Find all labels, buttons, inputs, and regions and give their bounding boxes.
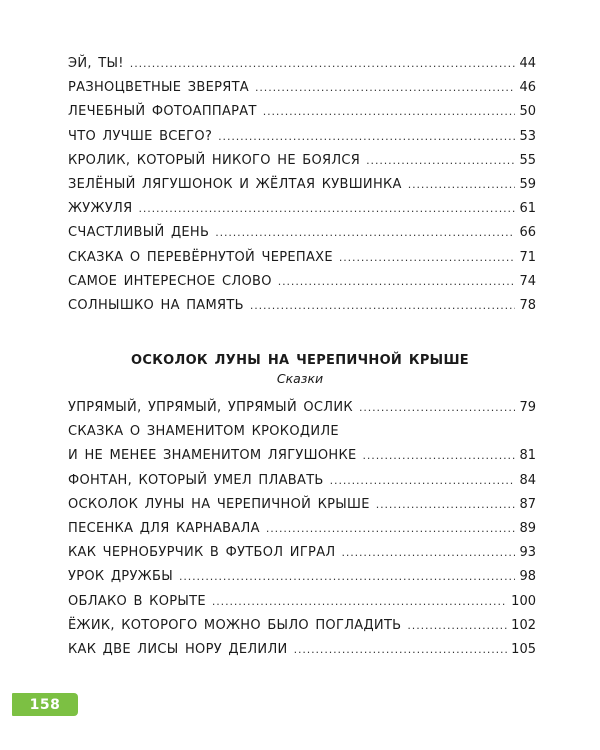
page-number-tab xyxy=(12,693,78,716)
toc-entry-page: 74 xyxy=(519,273,536,289)
toc-entry xyxy=(68,104,536,128)
toc-entry xyxy=(68,274,536,298)
section-subtitle: Сказки xyxy=(276,371,324,386)
toc-entry-page: 84 xyxy=(519,472,536,488)
toc-entry-page: 46 xyxy=(519,80,536,96)
dot-leader xyxy=(250,299,516,312)
toc-entry-page: 53 xyxy=(519,128,536,144)
toc-entry xyxy=(68,497,536,521)
toc-entry-page: 78 xyxy=(519,297,536,313)
toc-entry-title: И НЕ МЕНЕЕ ЗНАМЕНИТОМ ЛЯГУШОНКЕ xyxy=(68,448,357,464)
toc-entry-title: КАК ЧЕРНОБУРЧИК В ФУТБОЛ ИГРАЛ xyxy=(68,545,336,561)
dot-leader xyxy=(359,401,516,414)
toc-entry-title: ОБЛАКО В КОРЫТЕ xyxy=(68,593,206,609)
toc-entry xyxy=(68,225,536,249)
toc-entry-title: ЁЖИК, КОТОРОГО МОЖНО БЫЛО ПОГЛАДИТЬ xyxy=(68,617,402,633)
toc-entry xyxy=(68,545,536,569)
toc-entry xyxy=(68,618,536,642)
toc-entry-page: 102 xyxy=(511,617,536,633)
toc-entry-title: УРОК ДРУЖБЫ xyxy=(68,569,173,585)
toc-entry-page: 98 xyxy=(519,569,536,585)
dot-leader xyxy=(212,595,507,608)
dot-leader xyxy=(407,619,507,632)
toc-entry-page: 71 xyxy=(519,249,536,265)
dot-leader xyxy=(278,275,516,288)
toc-entry-page: 89 xyxy=(519,520,536,536)
toc-entry-title: СЧАСТЛИВЫЙ ДЕНЬ xyxy=(68,225,210,241)
toc-entry-title: УПРЯМЫЙ, УПРЯМЫЙ, УПРЯМЫЙ ОСЛИК xyxy=(68,400,353,415)
dot-leader xyxy=(376,498,516,511)
toc-entry-page: 61 xyxy=(519,201,536,217)
page-number: 158 xyxy=(29,696,61,713)
toc-entry xyxy=(68,201,536,225)
toc-entry-title: ОСКОЛОК ЛУНЫ НА ЧЕРЕПИЧНОЙ КРЫШЕ xyxy=(68,496,370,512)
toc-entry xyxy=(68,153,536,177)
dot-leader xyxy=(138,202,515,215)
section-title: ОСКОЛОК ЛУНЫ НА ЧЕРЕПИЧНОЙ КРЫШЕ xyxy=(131,353,469,368)
dot-leader xyxy=(330,474,516,487)
toc-entry-page: 81 xyxy=(519,448,536,464)
toc-entry-page: 100 xyxy=(511,593,536,609)
toc-entry-page: 79 xyxy=(519,400,536,415)
toc-entry xyxy=(68,594,536,618)
section-header xyxy=(0,352,600,387)
toc-entry xyxy=(68,177,536,201)
dot-leader xyxy=(363,449,516,462)
dot-leader xyxy=(255,81,515,94)
toc-entry-title: ПЕСЕНКА ДЛЯ КАРНАВАЛА xyxy=(68,520,260,536)
toc-entry-page: 87 xyxy=(519,496,536,512)
toc-entry-title: КАК ДВЕ ЛИСЫ НОРУ ДЕЛИЛИ xyxy=(68,641,288,657)
toc-entry-title: ЛЕЧЕБНЫЙ ФОТОАППАРАТ xyxy=(68,104,257,120)
dot-leader xyxy=(179,570,515,583)
toc-entry-title: КРОЛИК, КОТОРЫЙ НИКОГО НЕ БОЯЛСЯ xyxy=(68,152,361,168)
toc-entry xyxy=(68,521,536,545)
toc-entry-title: ФОНТАН, КОТОРЫЙ УМЕЛ ПЛАВАТЬ xyxy=(68,472,324,488)
toc-entry-page: 93 xyxy=(519,545,536,561)
toc-entry-page: 105 xyxy=(511,641,536,657)
toc-entry-title: ЭЙ, ТЫ! xyxy=(68,56,124,71)
toc-entry-page: 59 xyxy=(519,176,536,192)
toc-entry xyxy=(68,129,536,153)
toc-entry xyxy=(68,56,536,80)
toc-entry-title: РАЗНОЦВЕТНЫЕ ЗВЕРЯТА xyxy=(68,80,250,96)
toc-list-part-2 xyxy=(68,400,536,666)
toc-entry xyxy=(68,250,536,274)
toc-entry-page: 66 xyxy=(519,225,536,241)
toc-entry-title: СКАЗКА О ЗНАМЕНИТОМ КРОКОДИЛЕ xyxy=(68,424,339,440)
toc-entry-page: 50 xyxy=(519,104,536,120)
dot-leader xyxy=(408,178,516,191)
toc-entry xyxy=(68,642,536,666)
toc-entry-title: ЧТО ЛУЧШЕ ВСЕГО? xyxy=(68,128,213,144)
toc-entry-title: СОЛНЫШКО НА ПАМЯТЬ xyxy=(68,297,244,313)
toc-entry xyxy=(68,80,536,104)
toc-entry xyxy=(68,424,536,448)
toc-entry xyxy=(68,400,536,424)
dot-leader xyxy=(130,57,516,70)
dot-leader xyxy=(263,105,516,118)
dot-leader xyxy=(366,154,515,167)
toc-entry xyxy=(68,298,536,322)
dot-leader xyxy=(341,546,515,559)
dot-leader xyxy=(215,226,515,239)
toc-entry-title: ЗЕЛЁНЫЙ ЛЯГУШОНОК И ЖЁЛТАЯ КУВШИНКА xyxy=(68,176,402,192)
toc-entry-title: СКАЗКА О ПЕРЕВЁРНУТОЙ ЧЕРЕПАХЕ xyxy=(68,249,333,265)
dot-leader xyxy=(339,251,516,264)
toc-entry-title: САМОЕ ИНТЕРЕСНОЕ СЛОВО xyxy=(68,273,272,289)
toc-entry-page: 44 xyxy=(519,56,536,71)
toc-entry-title: ЖУЖУЛЯ xyxy=(68,201,133,217)
toc-list-part-1 xyxy=(68,56,536,322)
toc-entry xyxy=(68,448,536,472)
toc-entry xyxy=(68,473,536,497)
toc-entry-page: 55 xyxy=(519,152,536,168)
dot-leader xyxy=(294,643,508,656)
dot-leader xyxy=(218,130,515,143)
dot-leader xyxy=(266,522,516,535)
toc-entry xyxy=(68,569,536,593)
